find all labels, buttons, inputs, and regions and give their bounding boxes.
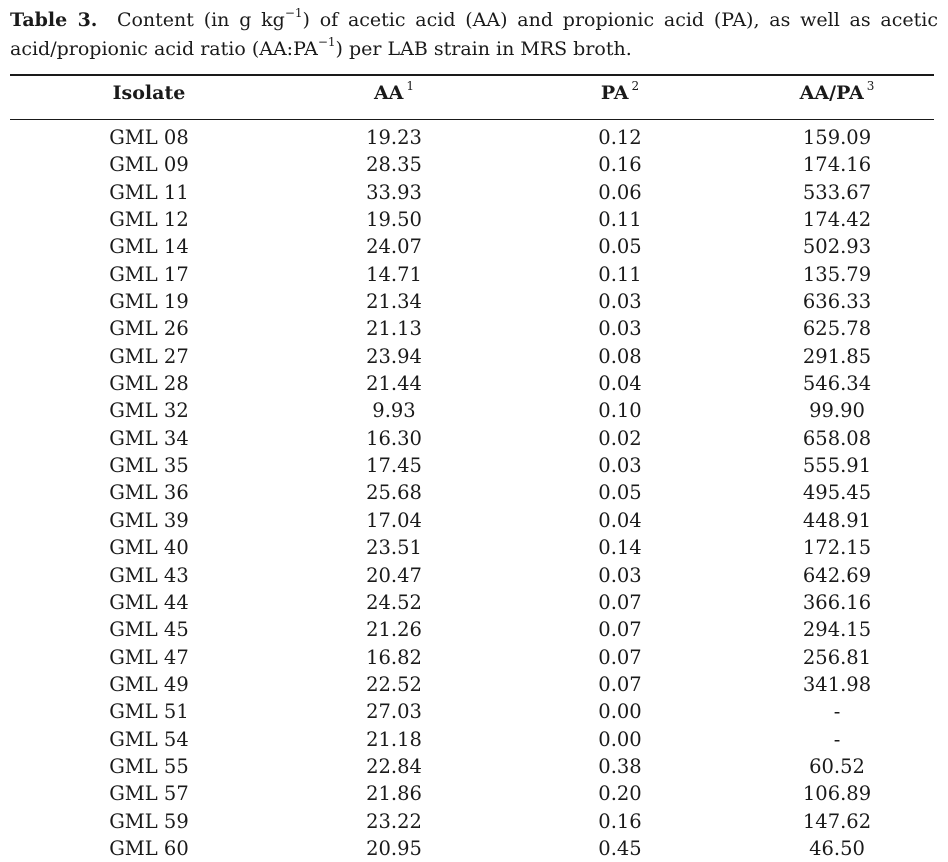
ratio-cell: 533.67	[802, 180, 872, 204]
pa-cell: 0.38	[598, 754, 642, 778]
header-aa-footnote: 1	[406, 78, 415, 93]
pa-cell: 0.03	[598, 290, 642, 314]
aa-cell: 28.35	[366, 153, 422, 177]
aa-cell: 21.26	[366, 618, 422, 642]
ratio-cell: 448.91	[802, 508, 872, 532]
ratio-cell: 555.91	[802, 454, 872, 478]
header-pa-footnote: 2	[631, 78, 640, 93]
table-row	[10, 835, 934, 862]
aa-cell: 19.23	[366, 126, 422, 149]
isolate-cell: GML 17	[109, 262, 189, 286]
ratio-cell: -	[833, 700, 841, 724]
table-row	[10, 644, 934, 671]
ratio-cell: 135.79	[802, 262, 872, 286]
table-row	[10, 698, 934, 725]
table-row	[10, 589, 934, 616]
ratio-cell: 60.52	[809, 754, 865, 778]
aa-cell: 23.22	[366, 809, 422, 833]
aa-cell: 22.52	[366, 672, 422, 696]
aa-cell: 33.93	[366, 180, 422, 204]
table-body	[10, 124, 934, 862]
isolate-cell: GML 08	[109, 126, 189, 149]
pa-cell: 0.00	[598, 700, 642, 724]
table-row	[10, 124, 934, 151]
table-row	[10, 479, 934, 506]
table-row	[10, 315, 934, 342]
isolate-cell: GML 34	[109, 426, 189, 450]
aa-cell: 14.71	[366, 262, 422, 286]
pa-cell: 0.02	[598, 426, 642, 450]
pa-cell: 0.14	[598, 536, 642, 560]
isolate-cell: GML 43	[109, 563, 189, 587]
aa-cell: 21.18	[366, 727, 422, 751]
pa-cell: 0.03	[598, 317, 642, 341]
table-row	[10, 206, 934, 233]
isolate-cell: GML 14	[109, 235, 189, 259]
ratio-cell: 502.93	[802, 235, 872, 259]
isolate-cell: GML 11	[109, 180, 189, 204]
aa-cell: 27.03	[366, 700, 422, 724]
ratio-cell: 106.89	[802, 782, 872, 806]
isolate-cell: GML 12	[109, 208, 189, 232]
ratio-cell: 172.15	[802, 536, 872, 560]
ratio-cell: -	[833, 727, 841, 751]
ratio-cell: 46.50	[809, 836, 865, 860]
pa-cell: 0.08	[598, 344, 642, 368]
ratio-cell: 99.90	[809, 399, 865, 423]
aa-cell: 22.84	[366, 754, 422, 778]
caption-text-2: ) of acetic acid (AA) and propionic acid (PA), as well as acetic acid/propionic acid ratio (AA:PA	[10, 9, 938, 60]
pa-cell: 0.12	[598, 126, 642, 149]
table-row	[10, 616, 934, 643]
header-ratio: AA/PA $^3$	[799, 78, 875, 104]
ratio-cell: 642.69	[802, 563, 872, 587]
aa-cell: 16.82	[366, 645, 422, 669]
table-row	[10, 397, 934, 424]
pa-cell: 0.10	[598, 399, 642, 423]
isolate-cell: GML 09	[109, 153, 189, 177]
isolate-cell: GML 44	[109, 590, 189, 614]
ratio-cell: 294.15	[802, 618, 872, 642]
ratio-cell: 658.08	[802, 426, 872, 450]
table-caption	[10, 6, 938, 64]
table-row	[10, 233, 934, 260]
pa-cell: 0.05	[598, 235, 642, 259]
pa-cell: 0.07	[598, 645, 642, 669]
ratio-cell: 159.09	[802, 126, 872, 149]
isolate-cell: GML 45	[109, 618, 189, 642]
table-header-row	[10, 78, 934, 114]
aa-cell: 24.52	[366, 590, 422, 614]
header-pa: PA $^2$	[600, 78, 640, 104]
isolate-cell: GML 19	[109, 290, 189, 314]
isolate-cell: GML 54	[109, 727, 189, 751]
isolate-cell: GML 55	[109, 754, 189, 778]
isolate-cell: GML 60	[109, 836, 189, 860]
header-isolate: Isolate	[112, 82, 186, 104]
pa-cell: 0.05	[598, 481, 642, 505]
pa-cell: 0.07	[598, 590, 642, 614]
pa-cell: 0.04	[598, 508, 642, 532]
pa-cell: 0.03	[598, 563, 642, 587]
pa-cell: 0.06	[598, 180, 642, 204]
isolate-cell: GML 32	[109, 399, 189, 423]
isolate-cell: GML 49	[109, 672, 189, 696]
table-row	[10, 452, 934, 479]
ratio-cell: 495.45	[802, 481, 872, 505]
ratio-cell: 546.34	[802, 372, 872, 396]
ratio-cell: 366.16	[802, 590, 872, 614]
table-row	[10, 288, 934, 315]
aa-cell: 20.47	[366, 563, 422, 587]
isolate-cell: GML 40	[109, 536, 189, 560]
aa-cell: 25.68	[366, 481, 422, 505]
table-row	[10, 726, 934, 753]
isolate-cell: GML 28	[109, 372, 189, 396]
ratio-cell: 174.42	[802, 208, 872, 232]
caption-text-1: Content (in g kg	[116, 9, 285, 31]
pa-cell: 0.03	[598, 454, 642, 478]
aa-cell: 23.94	[366, 344, 422, 368]
pa-cell: 0.20	[598, 782, 642, 806]
ratio-cell: 147.62	[802, 809, 872, 833]
table-row	[10, 671, 934, 698]
aa-cell: 24.07	[366, 235, 422, 259]
header-aa: AA $^1$	[373, 78, 415, 104]
caption-sup-2: −1	[317, 34, 336, 49]
header-ratio-footnote: 3	[866, 78, 875, 93]
aa-cell: 17.45	[366, 454, 422, 478]
isolate-cell: GML 36	[109, 481, 189, 505]
isolate-cell: GML 51	[109, 700, 189, 724]
pa-cell: 0.04	[598, 372, 642, 396]
table-row	[10, 507, 934, 534]
table-row	[10, 343, 934, 370]
isolate-cell: GML 57	[109, 782, 189, 806]
pa-cell: 0.07	[598, 672, 642, 696]
table-row	[10, 534, 934, 561]
pa-cell: 0.00	[598, 727, 642, 751]
isolate-cell: GML 39	[109, 508, 189, 532]
aa-cell: 21.13	[366, 317, 422, 341]
isolate-cell: GML 47	[109, 645, 189, 669]
table-header-rule	[10, 119, 934, 120]
isolate-cell: GML 26	[109, 317, 189, 341]
caption-label: Table 3.	[10, 9, 98, 31]
table-row	[10, 151, 934, 178]
aa-cell: 19.50	[366, 208, 422, 232]
caption-text-3: ) per LAB strain in MRS broth.	[335, 38, 632, 60]
isolate-cell: GML 59	[109, 809, 189, 833]
aa-cell: 21.34	[366, 290, 422, 314]
isolate-cell: GML 35	[109, 454, 189, 478]
ratio-cell: 256.81	[802, 645, 872, 669]
table-row	[10, 753, 934, 780]
ratio-cell: 341.98	[802, 672, 872, 696]
pa-cell: 0.07	[598, 618, 642, 642]
table-row	[10, 780, 934, 807]
aa-cell: 21.86	[366, 782, 422, 806]
table-row	[10, 179, 934, 206]
isolate-cell: GML 27	[109, 344, 189, 368]
pa-cell: 0.11	[598, 208, 642, 232]
ratio-cell: 291.85	[802, 344, 872, 368]
table-row	[10, 370, 934, 397]
aa-cell: 20.95	[366, 836, 422, 860]
ratio-cell: 636.33	[802, 290, 872, 314]
ratio-cell: 174.16	[802, 153, 872, 177]
pa-cell: 0.16	[598, 809, 642, 833]
aa-cell: 23.51	[366, 536, 422, 560]
aa-cell: 9.93	[372, 399, 416, 423]
table-row	[10, 261, 934, 288]
aa-cell: 17.04	[366, 508, 422, 532]
pa-cell: 0.16	[598, 153, 642, 177]
aa-cell: 16.30	[366, 426, 422, 450]
aa-cell: 21.44	[366, 372, 422, 396]
table-row	[10, 808, 934, 835]
ratio-cell: 625.78	[802, 317, 872, 341]
pa-cell: 0.45	[598, 836, 642, 860]
table-top-rule	[10, 74, 934, 76]
pa-cell: 0.11	[598, 262, 642, 286]
table-row	[10, 562, 934, 589]
caption-sup-1: −1	[284, 5, 303, 20]
table-row	[10, 425, 934, 452]
